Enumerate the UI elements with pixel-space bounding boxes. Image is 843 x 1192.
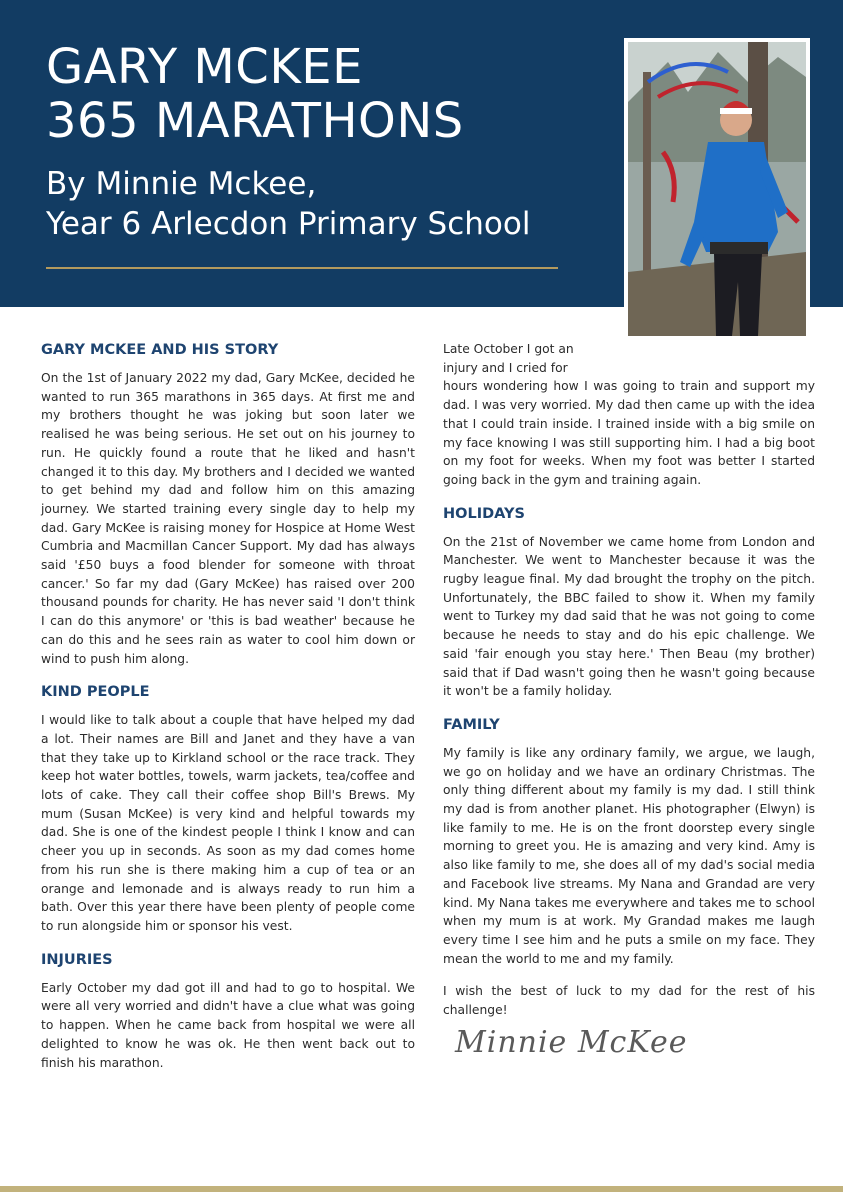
title-line-1: GARY MCKEE <box>46 39 363 95</box>
section-heading-kind-people: KIND PEOPLE <box>41 684 150 701</box>
runner-photo-illustration <box>628 42 806 336</box>
section-heading-story: GARY MCKEE AND HIS STORY <box>41 342 279 358</box>
section-heading-injuries: INJURIES <box>41 951 113 968</box>
injuries-continued-paragraph: hours wondering how I was going to train and support my dad. I was very worried. My dad then came up with the idea that I could train inside. I trained inside with a big smile on my face knowing I was still supporting him. I had a big boot on my foot for weeks. When my foot was better I started going back in the gym and training again. <box>443 379 815 487</box>
kind-people-paragraph: I would like to talk about a couple that have helped my dad a lot. Their names are Bill and Janet and they have a van that they take up to Kirkland school or the race track. They keep hot water bottles, towels, warm jackets, tea/coffee and lots of cake. They call their coffee shop Bill's Brews. My mum (Susan McKee) is very kind and helpful towards my dad. She is one of the kindest people I think I know and can cheer you up in seconds. As soon as my dad comes home from his run she is there making him a cup of tea or an orange and lemonade and is always ready to run him a bath. Over this year there have been plenty of people come to run alongside him or sponsor his vest. <box>41 713 415 933</box>
family-paragraph: My family is like any ordinary family, we argue, we laugh, we go on holiday and we have an ordinary Christmas. The only thing different about my family is my dad. I still think my dad is from another planet. His photographer (Elwyn) is like family to me. He is on the front doorstep every single morning to greet you. He is amazing and very kind. Amy is also like family to me, she does all of my dad's social media and Facebook live streams. My Nana and Grandad are very kind. My Nana takes me everywhere and takes me to school when my mum is at work. My Grandad makes me laugh every time I see him and he puts a smile on my face. They mean the world to me and my family. <box>443 745 815 966</box>
page-title <box>46 40 464 148</box>
right-column <box>443 340 815 1060</box>
closing-paragraph: I wish the best of luck to my dad for the rest of his challenge! <box>443 984 815 1018</box>
holidays-paragraph: On the 21st of November we came home from London and Manchester. We went to Manchester because it was the rugby league final. My dad brought the trophy on the pitch. Unfortunately, the BBC failed to show it. When my family went to Turkey my dad said that he was not going to come because he needs to stay and do his epic challenge. We said 'fair enough you stay here.' Then Beau (my brother) said that if Dad wasn't going then he wasn't going because it won't be a family holiday. <box>443 534 815 699</box>
story-paragraph: On the 1st of January 2022 my dad, Gary McKee, decided he wanted to run 365 marathons in 365 days. At first me and my brothers thought he was joking but soon later we realised he was being serious. He set out on his journey to run. He quickly found a route that he liked and hasn't changed it to this day. My brothers and I decided we wanted to get behind my dad and follow him on this amazing journey. We started training every single day to help my dad. Gary McKee is raising money for Hospice at Home West Cumbria and Macmillan Cancer Support. My dad has always said '£50 buys a food blender for someone with throat cancer.' So far my dad (Gary McKee) has raised over 200 thousand pounds for charity. He has never said 'I don't think I can do this anymore' or 'this is bad weather' because he can do this and he sees rain as water to cool him down or wind to push him along. <box>41 371 415 666</box>
byline-school: Year 6 Arlecdon Primary School <box>46 206 531 242</box>
title-line-2: 365 MARATHONS <box>46 93 464 149</box>
section-heading-holidays: HOLIDAYS <box>443 505 525 522</box>
injuries-continued-line-2: injury and I cried for <box>443 360 568 375</box>
byline <box>46 164 530 244</box>
footer-divider <box>0 1186 843 1192</box>
signature: Minnie McKee <box>455 1024 688 1060</box>
injuries-continued-line-1: Late October I got an <box>443 342 574 356</box>
runner-photo <box>624 38 810 340</box>
section-heading-family: FAMILY <box>443 716 500 733</box>
header-divider <box>46 267 558 269</box>
injuries-continued-lead <box>443 340 633 377</box>
injuries-paragraph: Early October my dad got ill and had to go to hospital. We were all very worried and didn't have a clue what was going to happen. When he came back from hospital we were all delighted to know he was ok. He then went back out to finish his marathon. <box>41 980 415 1070</box>
byline-author: By Minnie Mckee, <box>46 166 317 202</box>
left-column <box>41 340 415 1072</box>
